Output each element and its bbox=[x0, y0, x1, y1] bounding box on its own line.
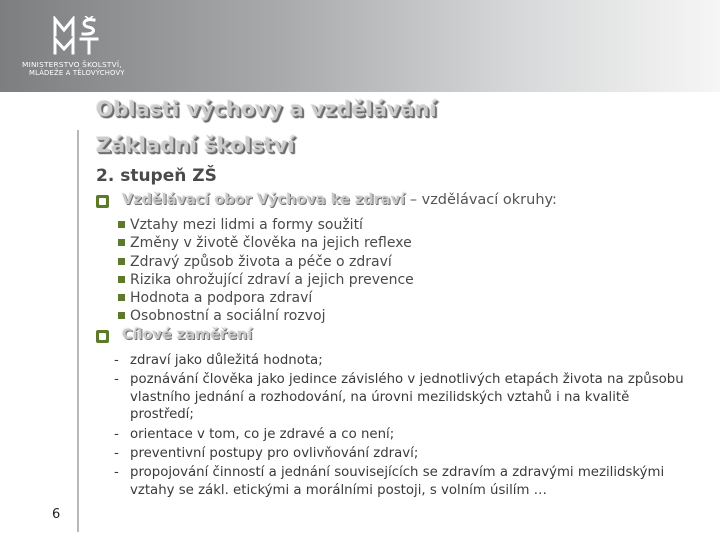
list-item: Zdravý způsob života a péče o zdraví bbox=[118, 253, 414, 271]
list-item: Hodnota a podpora zdraví bbox=[118, 289, 414, 307]
section1-heading bbox=[122, 192, 557, 208]
page-number: 6 bbox=[52, 507, 61, 522]
section2-heading bbox=[122, 327, 252, 343]
list-item: - preventivní postupy pro ovlivňování zdraví; bbox=[113, 445, 685, 462]
list-item: - propojování činností a jednání souvisejících se zdravím a zdravými mezilidskými vztahy se zákl. etickými a morálními postoji, s volním úsilím … bbox=[113, 464, 685, 499]
list-item: Vztahy mezi lidmi a formy soužití bbox=[118, 216, 414, 234]
square-bullet-icon bbox=[96, 195, 109, 208]
logo-text-line2: MLÁDEŽE A TĚLOVÝCHOVY bbox=[29, 69, 125, 77]
vertical-divider bbox=[77, 130, 79, 532]
msmt-logo-icon bbox=[52, 16, 114, 56]
list-item: Osobnostní a sociální rozvoj bbox=[118, 307, 414, 325]
section-heading: 2. stupeň ZŠ bbox=[96, 166, 217, 186]
list-item: Rizika ohrožující zdraví a jejich prevence bbox=[118, 271, 414, 289]
list-item: - orientace v tom, co je zdravé a co není; bbox=[113, 426, 685, 443]
logo-text-line1: MINISTERSTVO ŠKOLSTVÍ, bbox=[22, 60, 122, 69]
list-item: Změny v životě člověka na jejich reflexe bbox=[118, 234, 414, 252]
header-band bbox=[0, 0, 720, 92]
slide-title: Oblasti výchovy a vzdělávání bbox=[96, 97, 437, 121]
section2-bold: Cílové zaměření bbox=[122, 327, 253, 343]
section1-bold: Vzdělávací obor Výchova ke zdraví bbox=[122, 192, 406, 208]
list-item: - poznávání člověka jako jedince závislého v jednotlivých etapách života na způsobu vlastního jednání a rozhodování, na úrovni mezilidských vztahů i na kvalitě prostředí; bbox=[113, 371, 685, 423]
list-item: - zdraví jako důležitá hodnota; bbox=[113, 352, 685, 369]
square-bullet-icon bbox=[96, 330, 109, 343]
section1-list bbox=[118, 216, 414, 326]
slide-subtitle: Základní školství bbox=[96, 133, 295, 157]
section1-rest: – vzdělávací okruhy: bbox=[405, 192, 557, 208]
msmt-logo bbox=[22, 16, 162, 82]
section2-list bbox=[113, 352, 685, 501]
